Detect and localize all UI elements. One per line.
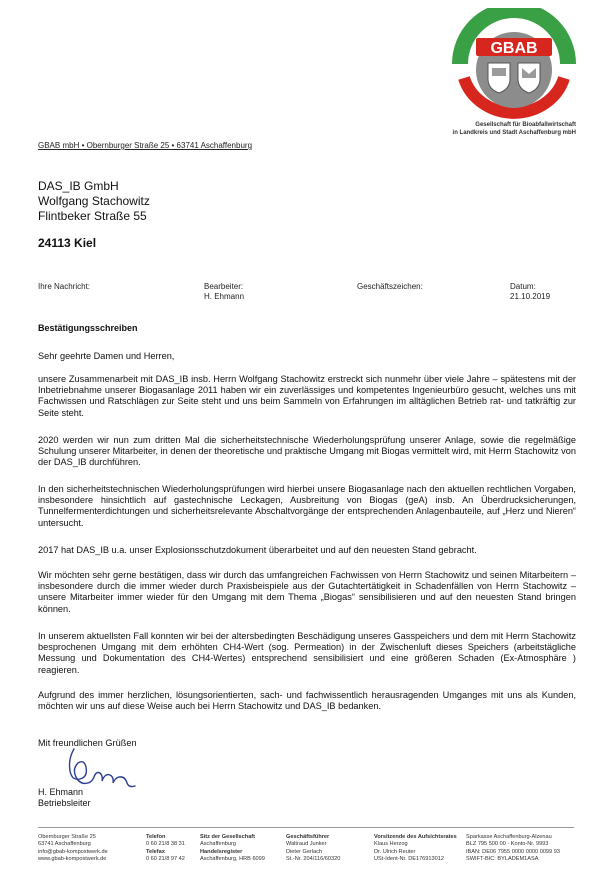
footer-management <box>286 834 340 864</box>
ihre-nachricht-label: Ihre Nachricht: <box>38 282 91 291</box>
paragraph-1: unsere Zusammenarbeit mit DAS_IB insb. Herrn Wolfgang Stachowitz erstreckt sich nunmehr über viele Jahre – spätestens mit der Inbetriebnahme unserer Biogasanlage 2011 haben wir ein zuverlässiges und kompetentes Ingenieurbüro gesucht, welches uns mit Fachwissen und Ratschlägen zur Seite steht und uns beim Sammeln von Erfahrungen im alltäglichen Betrieb rat- und tatkräftig zur Seite steht. <box>38 374 576 418</box>
paragraph-5: Wir möchten sehr gerne bestätigen, dass wir durch das umfangreichen Fachwissen von Herrn Stachowitz und seinen Mitarbeitern – insbesondere durch die immer wieder durch Praxisbeispiele aus der Gutachtertätigkeit in Schadenfällen von Herrn Stachowitz – unsere Mitarbeiter immer wieder für den Umgang mit dem Thema „Biogas“ sensibilisieren und auf den neuesten Stand bringen können. <box>38 570 576 614</box>
footer-text: Aschaffenburg <box>200 841 236 848</box>
footer-label: Geschäftsführer <box>286 834 330 840</box>
signer-title: Betriebsleiter <box>38 798 91 808</box>
closing: Mit freundlichen Grüßen <box>38 738 137 748</box>
footer-address <box>38 834 108 864</box>
footer-label: Vorsitzende des Aufsichtsrates <box>374 834 457 840</box>
footer-text: Aschaffenburg, HRB 6099 <box>200 856 265 863</box>
footer-text: 0 60 21/8 97 42 <box>146 856 185 863</box>
logo-text: GBAB <box>490 40 538 57</box>
letter-subject: Bestätigungsschreiben <box>38 323 138 333</box>
footer-board <box>374 834 457 864</box>
footer-label: Telefax <box>146 848 165 855</box>
footer-text: Obernburger Straße 25 <box>38 834 96 840</box>
paragraph-2: 2020 werden wir nun zum dritten Mal die sicherheitstechnische Wiederholungsprüfung unserer Anlage, sowie die regelmäßige Schulung unserer Mitarbeiter, in denen der theoretische und praktische Umgang mit Biogas vermittelt wird, mit Herrn Stachowitz von der DAS_IB durchführen. <box>38 435 576 468</box>
footer-text: Waltraud Junker <box>286 841 327 848</box>
footer-text: 63741 Aschaffenburg <box>38 841 91 848</box>
footer-text: IBAN: DE06 7955 0000 0000 0099 93 <box>466 848 560 855</box>
tagline-line-1: Gesellschaft für Bioabfallwirtschaft <box>475 122 576 128</box>
sender-return-address: GBAB mbH • Obernburger Straße 25 • 63741 Aschaffenburg <box>38 141 253 150</box>
footer-label: Handelsregister <box>200 848 243 855</box>
salutation: Sehr geehrte Damen und Herren, <box>38 351 175 361</box>
footer-text: USt-Ident-Nr. DE176913012 <box>374 856 444 863</box>
footer-text: SWIFT-BIC: BYLADEM1ASA <box>466 856 539 863</box>
footer-divider <box>38 827 574 828</box>
paragraph-3: In den sicherheitstechnischen Wiederholungsprüfungen wird hierbei unsere Biogasanlage nach den aktuellen rechtlichen Vorgaben, insbesondere hinsichtlich auf gastechnische Leckagen, Ausbreitung von Biogas (geA) insb. An Überdrucksicherungen, Tunnelfermenterdichtungen und sicherheitsrelevante Abschaltvorgänge der entsprechenden Anlagenbauteile, auf „Herz und Nieren“ untersucht. <box>38 484 576 528</box>
footer-text: 0 60 21/8 38 31 <box>146 841 185 848</box>
bearbeiter-label: Bearbeiter: <box>204 282 244 291</box>
footer-text: Dr. Ulrich Reuter <box>374 848 416 855</box>
geschaeftszeichen-label: Geschäftszeichen: <box>357 282 423 291</box>
paragraph-6: In unserem aktuellsten Fall konnten wir bei der altersbedingten Beschädigung unseres Gasspeichers und dem mit Herrn Stachowitz besprochenen Umgang mit dem erhöhten CH4-Wert (sog. Permeation) in der Zwischenluft dieses Speichers (arbeitstägliche Messung und Dokumentation des CH4-Wertes) entsprechend sensibilisiert und eine größeren Schaden (Ex-Atmosphäre ) reagieren. <box>38 631 576 675</box>
tagline-line-2: in Landkreis und Stadt Aschaffenburg mbH <box>452 130 576 136</box>
footer-website: www.gbab-kompostwerk.de <box>38 856 107 863</box>
logo-tagline <box>412 121 576 137</box>
footer-label: Telefon <box>146 834 166 840</box>
footer-text: Dieter Gerlach <box>286 848 323 855</box>
datum-value: 21.10.2019 <box>510 292 551 301</box>
footer-text: Klaus Herzog <box>374 841 408 848</box>
gbab-logo <box>448 8 580 120</box>
footer-text: BLZ 795 500 00 · Konto-Nr. 9993 <box>466 841 549 848</box>
bearbeiter-value: H. Ehmann <box>204 292 245 301</box>
signer-block <box>38 787 91 809</box>
footer-text: Sparkasse Aschaffenburg-Alzenau <box>466 834 552 840</box>
footer-label: Sitz der Gesellschaft <box>200 834 256 840</box>
crest-left-icon <box>488 63 510 93</box>
datum-label: Datum: <box>510 282 536 291</box>
recipient-person: Wolfgang Stachowitz <box>38 194 150 208</box>
handwritten-signature <box>52 743 142 793</box>
footer-company-seat <box>200 834 265 864</box>
recipient-company: DAS_IB GmbH <box>38 179 119 193</box>
paragraph-7: Aufgrund des immer herzlichen, lösungsorientierten, sach- und fachwissentlich herausragenden Umganges mit uns als Kunden, möchten wir uns auf diese Weise auch bei Herrn Stachowitz und DAS_IB bedanken. <box>38 690 576 712</box>
recipient-address <box>38 179 150 224</box>
recipient-street: Flintbeker Straße 55 <box>38 209 147 223</box>
signer-name: H. Ehmann <box>38 787 84 797</box>
footer-bank <box>466 834 560 864</box>
bearbeiter-block <box>204 282 244 302</box>
footer-phone <box>146 834 185 864</box>
recipient-city: 24113 Kiel <box>38 236 97 250</box>
datum-block <box>510 282 550 302</box>
paragraph-4: 2017 hat DAS_IB u.a. unser Explosionsschutzdokument überarbeitet und auf den neuesten Stand gebracht. <box>38 545 477 555</box>
footer-text: St.-Nr. 204/116/60320 <box>286 856 341 863</box>
footer-email: info@gbab-kompostwerk.de <box>38 848 108 855</box>
